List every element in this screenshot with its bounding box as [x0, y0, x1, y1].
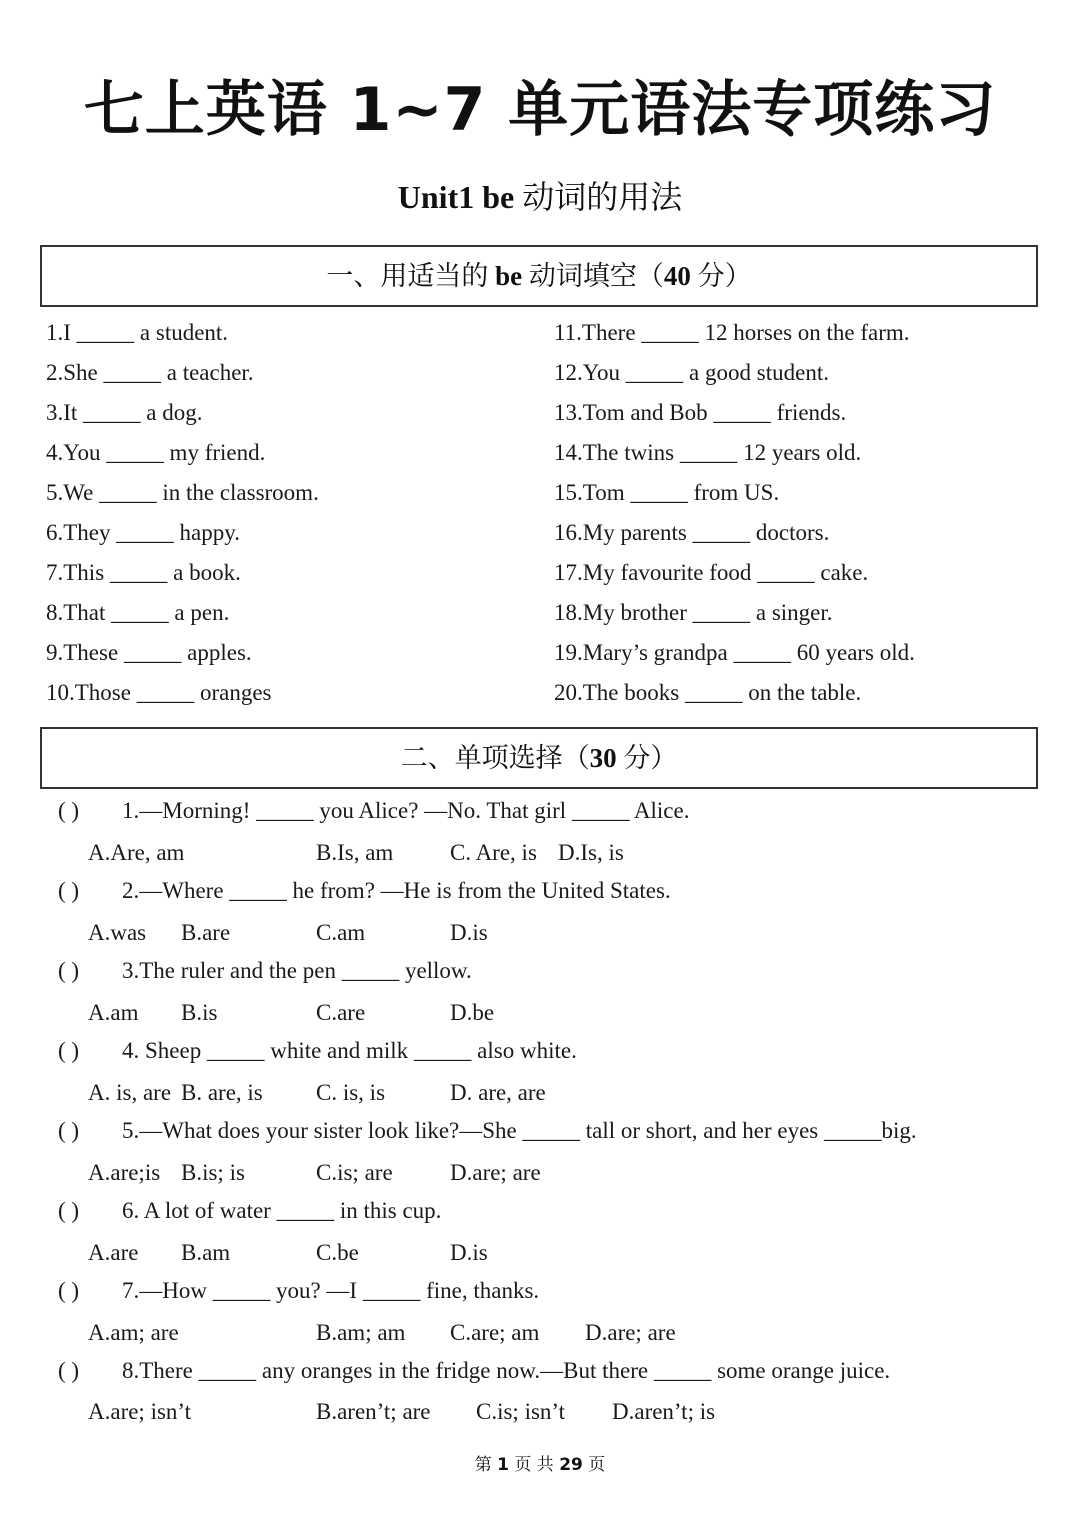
page-footer	[0, 1450, 1080, 1475]
option-c: C.is; are	[316, 1160, 393, 1185]
section1-heading-bold: be	[495, 261, 523, 291]
page-title: 七上英语 1~7 单元语法专项练习	[83, 75, 997, 145]
option-d: D.aren’t; is	[612, 1399, 716, 1424]
footer-mid: 页 共	[508, 1455, 560, 1475]
option-b: B.are	[181, 920, 231, 945]
option-d: D. are, are	[450, 1080, 546, 1105]
fill-item: 9.These _____ apples.	[46, 640, 252, 665]
option-c: C.am	[316, 920, 366, 945]
section1-heading-post: 分）	[690, 261, 752, 291]
page-number: 1	[497, 1455, 509, 1475]
question-1	[58, 798, 1038, 824]
fill-item: 19.Mary’s grandpa _____ 60 years old.	[554, 640, 915, 665]
option-a: A.Are, am	[88, 840, 185, 865]
option-d: D.be	[450, 1000, 495, 1025]
option-c: C.be	[316, 1240, 359, 1265]
fill-item: 18.My brother _____ a singer.	[554, 600, 833, 625]
footer-pre: 第	[474, 1455, 498, 1475]
fill-item: 20.The books _____ on the table.	[554, 680, 862, 705]
option-a: A.am	[88, 1000, 139, 1025]
fill-item: 14.The twins _____ 12 years old.	[554, 440, 862, 465]
unit-subtitle	[0, 172, 1080, 218]
option-a: A.are;is	[88, 1160, 161, 1185]
section1-right-column	[554, 313, 915, 713]
question-text: 5.—What does your sister look like?—She _____ tall or short, and her eyes _____big.	[122, 1118, 917, 1143]
option-b: B.Is, am	[316, 840, 394, 865]
option-c: C. is, is	[316, 1080, 386, 1105]
fill-item: 3.It _____ a dog.	[46, 400, 203, 425]
fill-item: 7.This _____ a book.	[46, 560, 241, 585]
footer-post: 页	[582, 1455, 606, 1475]
section2-heading-post: 分）	[616, 743, 678, 773]
section2-heading-score: 30	[589, 743, 617, 773]
answer-paren: ( )	[58, 1038, 80, 1063]
section2-heading	[40, 727, 1038, 789]
option-c: C. Are, is	[450, 840, 537, 865]
question-text: 4. Sheep _____ white and milk _____ also white.	[122, 1038, 577, 1063]
option-c: C.is; isn’t	[476, 1399, 566, 1424]
question-7	[58, 1278, 1038, 1304]
answer-paren: ( )	[58, 1278, 80, 1303]
question-8	[58, 1358, 1038, 1384]
section1-heading-mid: 动词填空（	[522, 261, 664, 291]
question-text: 6. A lot of water _____ in this cup.	[122, 1198, 442, 1223]
option-d: D.is	[450, 920, 488, 945]
option-b: B.am	[181, 1240, 231, 1265]
question-text: 3.The ruler and the pen _____ yellow.	[122, 958, 472, 983]
question-text: 8.There _____ any oranges in the fridge now.—But there _____ some orange juice.	[122, 1358, 891, 1383]
question-2	[58, 878, 1038, 904]
fill-item: 1.I _____ a student.	[46, 320, 229, 345]
section2-heading-pre: 二、单项选择（	[400, 743, 590, 773]
option-d: D.are; are	[450, 1160, 541, 1185]
section1-heading-pre: 一、用适当的	[326, 261, 496, 291]
fill-item: 2.She _____ a teacher.	[46, 360, 254, 385]
fill-item: 10.Those _____ oranges	[46, 680, 272, 705]
option-b: B.is	[181, 1000, 218, 1025]
answer-paren: ( )	[58, 1118, 80, 1143]
option-c: C.are	[316, 1000, 366, 1025]
section1-heading-score: 40	[663, 261, 691, 291]
unit-topic: 动词的用法	[514, 179, 683, 215]
option-d: D.is	[450, 1240, 488, 1265]
fill-item: 17.My favourite food _____ cake.	[554, 560, 869, 585]
option-b: B.is; is	[181, 1160, 245, 1185]
question-4	[58, 1038, 1038, 1064]
section1-heading	[40, 245, 1038, 307]
answer-paren: ( )	[58, 1198, 80, 1223]
fill-item: 15.Tom _____ from US.	[554, 480, 780, 505]
question-text: 2.—Where _____ he from? —He is from the United States.	[122, 878, 671, 903]
option-a: A.was	[88, 920, 147, 945]
fill-item: 16.My parents _____ doctors.	[554, 520, 830, 545]
option-d: D.are; are	[585, 1320, 676, 1345]
unit-label: Unit1 be	[397, 179, 515, 215]
option-b: B.am; am	[316, 1320, 406, 1345]
fill-item: 4.You _____ my friend.	[46, 440, 266, 465]
option-a: A.are	[88, 1240, 139, 1265]
option-a: A.are; isn’t	[88, 1399, 192, 1424]
answer-paren: ( )	[58, 958, 80, 983]
option-a: A. is, are	[88, 1080, 172, 1105]
fill-item: 12.You _____ a good student.	[554, 360, 829, 385]
option-a: A.am; are	[88, 1320, 179, 1345]
question-text: 1.—Morning! _____ you Alice? —No. That girl _____ Alice.	[122, 798, 690, 823]
option-c: C.are; am	[450, 1320, 540, 1345]
question-6	[58, 1198, 1038, 1224]
question-3	[58, 958, 1038, 984]
option-b: B. are, is	[181, 1080, 263, 1105]
fill-item: 13.Tom and Bob _____ friends.	[554, 400, 847, 425]
answer-paren: ( )	[58, 1358, 80, 1383]
option-d: D.Is, is	[558, 840, 624, 865]
total-pages: 29	[559, 1455, 583, 1475]
fill-item: 8.That _____ a pen.	[46, 600, 230, 625]
question-text: 7.—How _____ you? —I _____ fine, thanks.	[122, 1278, 540, 1303]
fill-item: 6.They _____ happy.	[46, 520, 240, 545]
fill-item: 11.There _____ 12 horses on the farm.	[554, 320, 910, 345]
question-5	[58, 1118, 1038, 1144]
fill-item: 5.We _____ in the classroom.	[46, 480, 319, 505]
section1-left-column	[46, 313, 319, 713]
option-b: B.aren’t; are	[316, 1399, 431, 1424]
answer-paren: ( )	[58, 878, 80, 903]
answer-paren: ( )	[58, 798, 80, 823]
